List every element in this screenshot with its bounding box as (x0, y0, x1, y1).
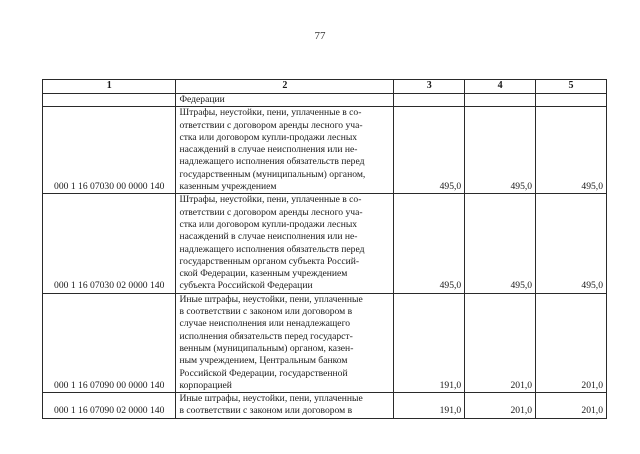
revenue-name-line: в соответствии с законом или договором в (179, 405, 353, 417)
revenue-name-line: Штрафы, неустойки, пени, уплаченные в со- (179, 107, 362, 119)
budget-code-cell: 000 1 16 07090 02 0000 140 (43, 393, 176, 419)
table-row (43, 393, 607, 419)
amount-cell-col-5: 495,0 (536, 194, 607, 293)
amount-cell-col-5: 201,0 (536, 293, 607, 392)
header-col-1: 1 (43, 80, 176, 94)
continuation-cell-5 (536, 94, 607, 107)
revenue-name-line: Штрафы, неустойки, пени, уплаченные в со- (179, 194, 362, 206)
amount-cell-col-3: 191,0 (394, 293, 465, 392)
budget-code-cell: 000 1 16 07030 00 0000 140 (43, 107, 176, 194)
revenue-name-line: надлежащего исполнения обязательств перед (179, 243, 365, 255)
revenue-name-line: случае неисполнения или ненадлежащего (179, 318, 351, 330)
amount-cell-col-3: 495,0 (394, 194, 465, 293)
header-col-3: 3 (394, 80, 465, 94)
revenue-name-line: Иные штрафы, неустойки, пени, уплаченные (179, 293, 363, 305)
revenue-name-line: насаждений в случае неисполнения или не- (179, 231, 358, 243)
header-col-5: 5 (536, 80, 607, 94)
revenue-name-cell (176, 194, 394, 293)
amount-cell-col-3: 495,0 (394, 107, 465, 194)
continuation-cell-4 (465, 94, 536, 107)
revenue-name-cell (176, 293, 394, 392)
table-row (43, 293, 607, 392)
continuation-row (43, 94, 607, 107)
revenue-name-line: субъекта Российской Федерации (179, 280, 313, 292)
revenue-name-line: венным (муниципальным) органом, казен- (179, 342, 354, 354)
continuation-code-cell (43, 94, 176, 107)
amount-cell-col-4: 201,0 (465, 293, 536, 392)
revenue-name-line: Иные штрафы, неустойки, пени, уплаченные (179, 393, 363, 405)
revenue-name-line: стка или договором купли-продажи лесных (179, 131, 358, 143)
table-row (43, 194, 607, 293)
revenue-name-line: государственным (муниципальным) органом, (179, 168, 366, 180)
revenue-name-line: надлежащего исполнения обязательств перед (179, 156, 365, 168)
header-col-4: 4 (465, 80, 536, 94)
amount-cell-col-5: 495,0 (536, 107, 607, 194)
page-number: 77 (314, 30, 326, 42)
revenue-name-line: ответствии с договором аренды лесного уча- (179, 119, 363, 131)
revenue-name-cell (176, 393, 394, 419)
revenue-name-line: стка или договором купли-продажи лесных (179, 218, 358, 230)
amount-cell-col-5: 201,0 (536, 393, 607, 419)
continuation-cell-3 (394, 94, 465, 107)
revenue-name-line: ответствии с договором аренды лесного уча- (179, 206, 363, 218)
amount-cell-col-4: 495,0 (465, 194, 536, 293)
revenue-name-line: государственным органом субъекта Россий- (179, 255, 360, 267)
continuation-name-cell: Федерации (176, 94, 394, 107)
revenue-name-line: насаждений в случае неисполнения или не- (179, 144, 358, 156)
amount-cell-col-4: 495,0 (465, 107, 536, 194)
revenue-name-line: казенным учреждением (179, 181, 277, 193)
revenue-name-line: в соответствии с законом или договором в (179, 306, 353, 318)
revenue-name-line: Российской Федерации, государственной (179, 367, 348, 379)
amount-cell-col-3: 191,0 (394, 393, 465, 419)
revenue-name-line: ным учреждением, Центральным банком (179, 355, 348, 367)
table-row (43, 107, 607, 194)
amount-cell-col-4: 201,0 (465, 393, 536, 419)
revenue-name-cell (176, 107, 394, 194)
header-col-2: 2 (176, 80, 394, 94)
budget-code-cell: 000 1 16 07030 02 0000 140 (43, 194, 176, 293)
revenue-name-line: исполнения обязательств перед государст- (179, 330, 353, 342)
revenue-name-line: корпорацией (179, 379, 232, 391)
budget-table (42, 79, 607, 419)
revenue-name-line: ской Федерации, казенным учреждением (179, 268, 348, 280)
budget-code-cell: 000 1 16 07090 00 0000 140 (43, 293, 176, 392)
header-row (43, 80, 607, 94)
